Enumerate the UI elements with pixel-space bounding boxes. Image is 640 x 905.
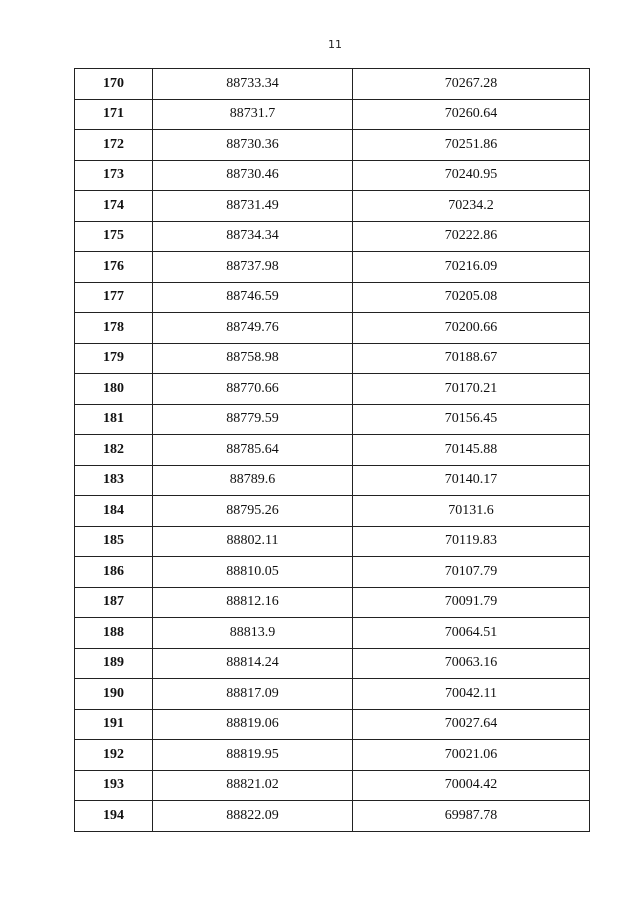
x-coordinate-cell: 88779.59 (153, 404, 353, 435)
x-coordinate-cell: 88737.98 (153, 252, 353, 283)
x-coordinate-cell: 88758.98 (153, 343, 353, 374)
point-number-cell: 173 (75, 160, 153, 191)
point-number-cell: 184 (75, 496, 153, 527)
point-number-cell: 177 (75, 282, 153, 313)
point-number-cell: 191 (75, 709, 153, 740)
point-number-cell: 192 (75, 740, 153, 771)
table-row (75, 221, 590, 252)
y-coordinate-cell: 70205.08 (353, 282, 590, 313)
point-number-cell: 186 (75, 557, 153, 588)
x-coordinate-cell: 88730.46 (153, 160, 353, 191)
coordinates-table-body (75, 69, 590, 832)
y-coordinate-cell: 70216.09 (353, 252, 590, 283)
point-number-cell: 179 (75, 343, 153, 374)
x-coordinate-cell: 88814.24 (153, 648, 353, 679)
table-row (75, 526, 590, 557)
point-number-cell: 181 (75, 404, 153, 435)
point-number-cell: 185 (75, 526, 153, 557)
x-coordinate-cell: 88731.7 (153, 99, 353, 130)
point-number-cell: 176 (75, 252, 153, 283)
point-number-cell: 194 (75, 801, 153, 832)
table-row (75, 496, 590, 527)
x-coordinate-cell: 88730.36 (153, 130, 353, 161)
y-coordinate-cell: 70145.88 (353, 435, 590, 466)
x-coordinate-cell: 88821.02 (153, 770, 353, 801)
table-row (75, 99, 590, 130)
y-coordinate-cell: 70064.51 (353, 618, 590, 649)
y-coordinate-cell: 70091.79 (353, 587, 590, 618)
x-coordinate-cell: 88746.59 (153, 282, 353, 313)
y-coordinate-cell: 70004.42 (353, 770, 590, 801)
table-row (75, 465, 590, 496)
table-row (75, 801, 590, 832)
point-number-cell: 193 (75, 770, 153, 801)
table-row (75, 374, 590, 405)
point-number-cell: 175 (75, 221, 153, 252)
table-row (75, 69, 590, 100)
point-number-cell: 187 (75, 587, 153, 618)
point-number-cell: 170 (75, 69, 153, 100)
table-row (75, 435, 590, 466)
y-coordinate-cell: 70240.95 (353, 160, 590, 191)
y-coordinate-cell: 70107.79 (353, 557, 590, 588)
table-row (75, 709, 590, 740)
x-coordinate-cell: 88749.76 (153, 313, 353, 344)
y-coordinate-cell: 70063.16 (353, 648, 590, 679)
y-coordinate-cell: 70021.06 (353, 740, 590, 771)
point-number-cell: 189 (75, 648, 153, 679)
x-coordinate-cell: 88733.34 (153, 69, 353, 100)
table-row (75, 587, 590, 618)
y-coordinate-cell: 70027.64 (353, 709, 590, 740)
page-number: 11 (328, 38, 342, 51)
table-row (75, 160, 590, 191)
coordinates-table (74, 68, 590, 832)
table-row (75, 770, 590, 801)
y-coordinate-cell: 70200.66 (353, 313, 590, 344)
x-coordinate-cell: 88819.95 (153, 740, 353, 771)
x-coordinate-cell: 88817.09 (153, 679, 353, 710)
point-number-cell: 183 (75, 465, 153, 496)
table-row (75, 679, 590, 710)
table-row (75, 618, 590, 649)
x-coordinate-cell: 88822.09 (153, 801, 353, 832)
y-coordinate-cell: 70170.21 (353, 374, 590, 405)
table-row (75, 252, 590, 283)
point-number-cell: 182 (75, 435, 153, 466)
y-coordinate-cell: 70140.17 (353, 465, 590, 496)
point-number-cell: 190 (75, 679, 153, 710)
y-coordinate-cell: 70222.86 (353, 221, 590, 252)
point-number-cell: 174 (75, 191, 153, 222)
table-row (75, 191, 590, 222)
table-row (75, 130, 590, 161)
table-row (75, 648, 590, 679)
x-coordinate-cell: 88789.6 (153, 465, 353, 496)
y-coordinate-cell: 69987.78 (353, 801, 590, 832)
x-coordinate-cell: 88731.49 (153, 191, 353, 222)
x-coordinate-cell: 88802.11 (153, 526, 353, 557)
x-coordinate-cell: 88795.26 (153, 496, 353, 527)
y-coordinate-cell: 70188.67 (353, 343, 590, 374)
table-row (75, 740, 590, 771)
point-number-cell: 171 (75, 99, 153, 130)
y-coordinate-cell: 70251.86 (353, 130, 590, 161)
table-row (75, 343, 590, 374)
y-coordinate-cell: 70260.64 (353, 99, 590, 130)
point-number-cell: 172 (75, 130, 153, 161)
x-coordinate-cell: 88734.34 (153, 221, 353, 252)
y-coordinate-cell: 70131.6 (353, 496, 590, 527)
point-number-cell: 180 (75, 374, 153, 405)
table-row (75, 282, 590, 313)
y-coordinate-cell: 70234.2 (353, 191, 590, 222)
x-coordinate-cell: 88810.05 (153, 557, 353, 588)
x-coordinate-cell: 88819.06 (153, 709, 353, 740)
x-coordinate-cell: 88770.66 (153, 374, 353, 405)
y-coordinate-cell: 70267.28 (353, 69, 590, 100)
table-row (75, 557, 590, 588)
table-row (75, 404, 590, 435)
point-number-cell: 188 (75, 618, 153, 649)
y-coordinate-cell: 70156.45 (353, 404, 590, 435)
x-coordinate-cell: 88812.16 (153, 587, 353, 618)
x-coordinate-cell: 88813.9 (153, 618, 353, 649)
y-coordinate-cell: 70042.11 (353, 679, 590, 710)
point-number-cell: 178 (75, 313, 153, 344)
y-coordinate-cell: 70119.83 (353, 526, 590, 557)
x-coordinate-cell: 88785.64 (153, 435, 353, 466)
table-row (75, 313, 590, 344)
